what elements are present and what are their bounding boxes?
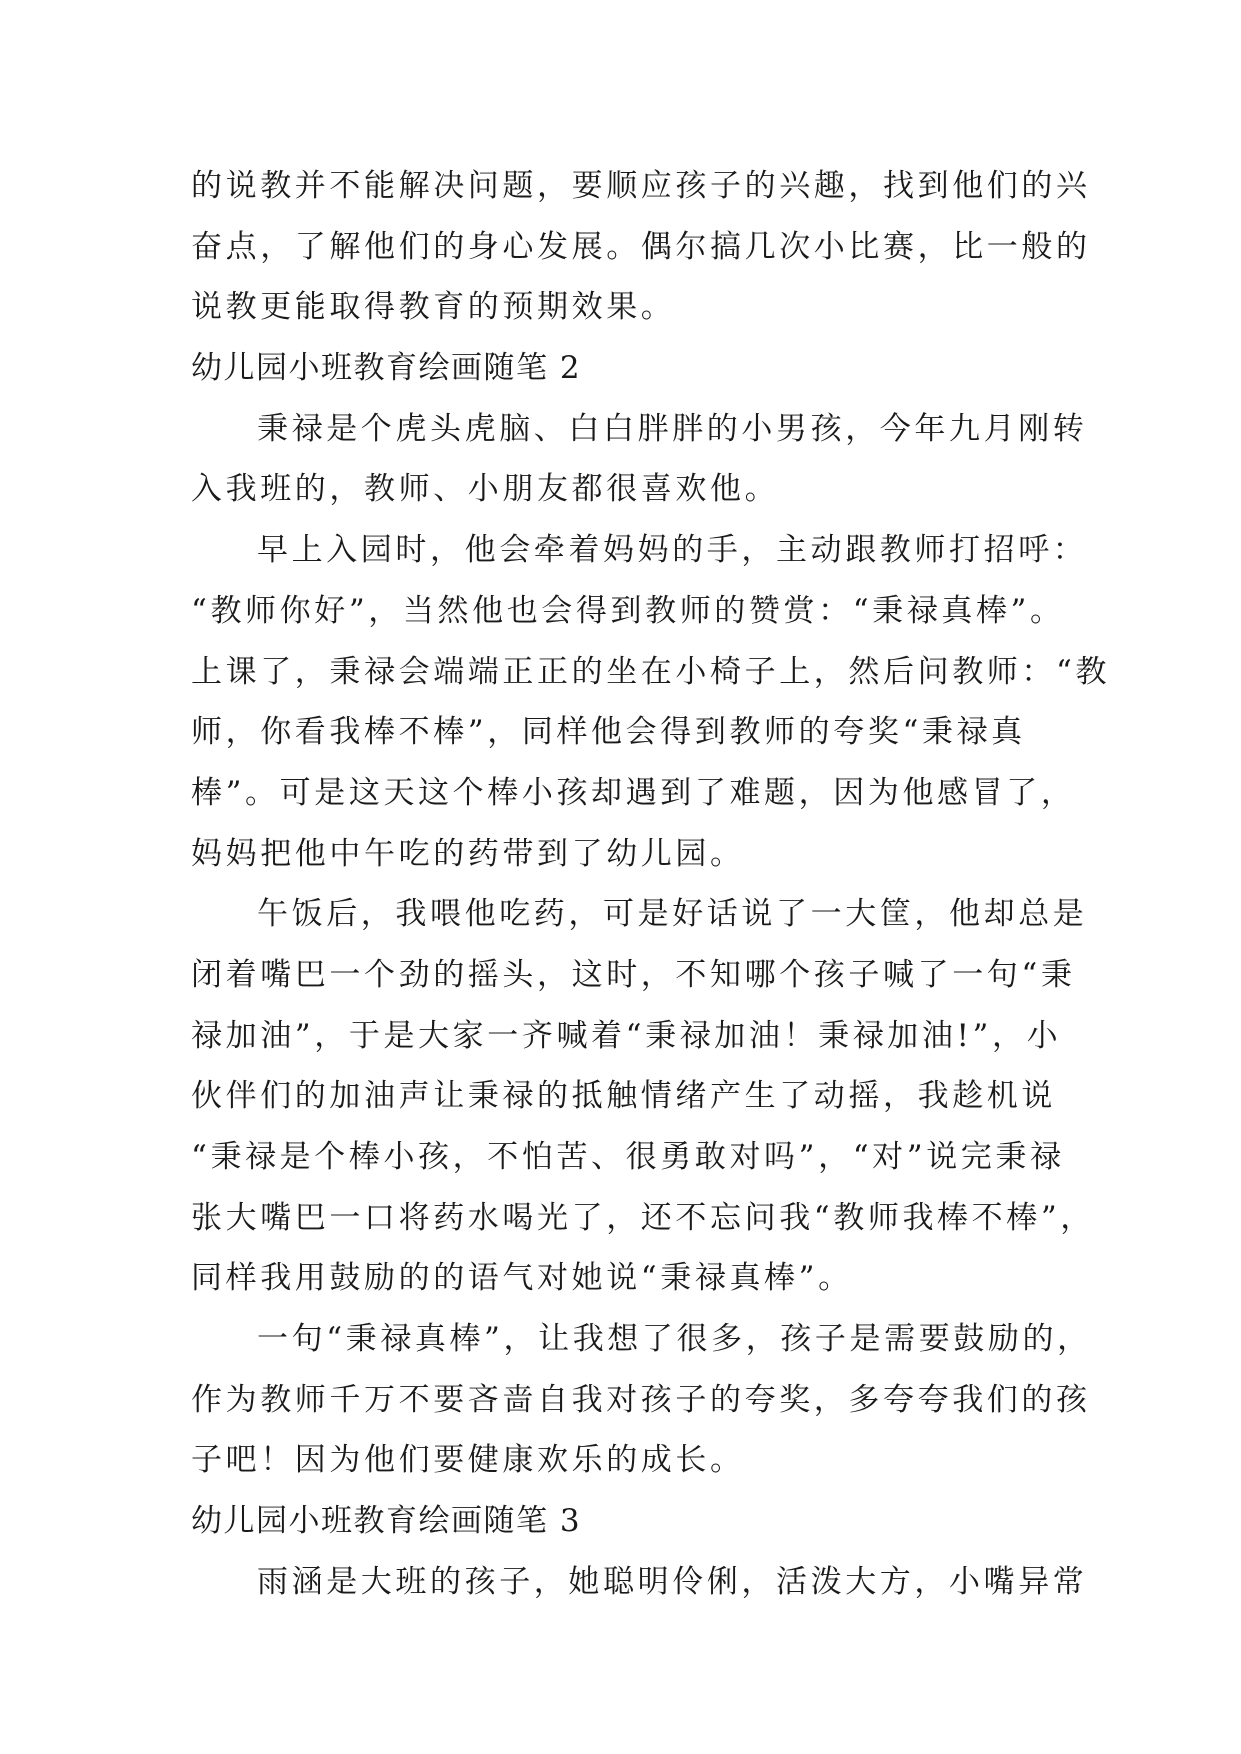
document-page (191, 156, 1111, 1613)
text-line: 伙伴们的加油声让秉禄的抵触情绪产生了动摇，我趁机说 (191, 1078, 1056, 1115)
text-line: 子吧！因为他们要健康欢乐的成长。 (191, 1442, 745, 1479)
text-line: 禄加油”，于是大家一齐喊着“秉禄加油！秉禄加油!”，小 (191, 1017, 1062, 1054)
text-line: 同样我用鼓励的的语气对她说“秉禄真棒”。 (191, 1260, 853, 1297)
text-line: 秉禄是个虎头虎脑、白白胖胖的小男孩，今年九月刚转 (257, 410, 1088, 447)
text-line: 棒”。可是这天这个棒小孩却遇到了难题，因为他感冒了， (191, 774, 1076, 811)
text-line: 一句“秉禄真棒”，让我想了很多，孩子是需要鼓励的， (257, 1321, 1092, 1358)
text-line: 早上入园时，他会牵着妈妈的手，主动跟教师打招呼： (257, 532, 1088, 569)
section-heading: 幼儿园小班教育绘画随笔 3 (191, 1503, 582, 1540)
text-line: 妈妈把他中午吃的药带到了幼儿园。 (191, 835, 745, 872)
text-line: “教师你好”，当然他也会得到教师的赞赏：“秉禄真棒”。 (191, 592, 1065, 629)
text-line: 师，你看我棒不棒”，同样他会得到教师的夸奖“秉禄真 (191, 714, 1026, 751)
text-line: 入我班的，教师、小朋友都很喜欢他。 (191, 471, 780, 508)
text-line: 雨涵是大班的孩子，她聪明伶俐，活泼大方，小嘴异常 (257, 1563, 1088, 1600)
text-line: 的说教并不能解决问题，要顺应孩子的兴趣，找到他们的兴 (191, 168, 1091, 204)
text-line: 闭着嘴巴一个劲的摇头，这时，不知哪个孩子喊了一句“秉 (191, 956, 1076, 993)
text-line: 奋点，了解他们的身心发展。偶尔搞几次小比赛，比一般的 (191, 228, 1091, 265)
text-line: 说教更能取得教育的预期效果。 (191, 289, 676, 326)
text-line: 张大嘴巴一口将药水喝光了，还不忘问我“教师我棒不棒”， (191, 1199, 1095, 1236)
text-line: 作为教师千万不要吝啬自我对孩子的夸奖，多夸夸我们的孩 (191, 1381, 1091, 1418)
text-line: “秉禄是个棒小孩，不怕苦、很勇敢对吗”，“对”说完秉禄 (191, 1139, 1065, 1175)
text-line: 午饭后，我喂他吃药，可是好话说了一大筐，他却总是 (257, 896, 1088, 933)
text-line: 上课了，秉禄会端端正正的坐在小椅子上，然后问教师：“教 (191, 653, 1111, 690)
section-heading: 幼儿园小班教育绘画随笔 2 (191, 350, 582, 387)
